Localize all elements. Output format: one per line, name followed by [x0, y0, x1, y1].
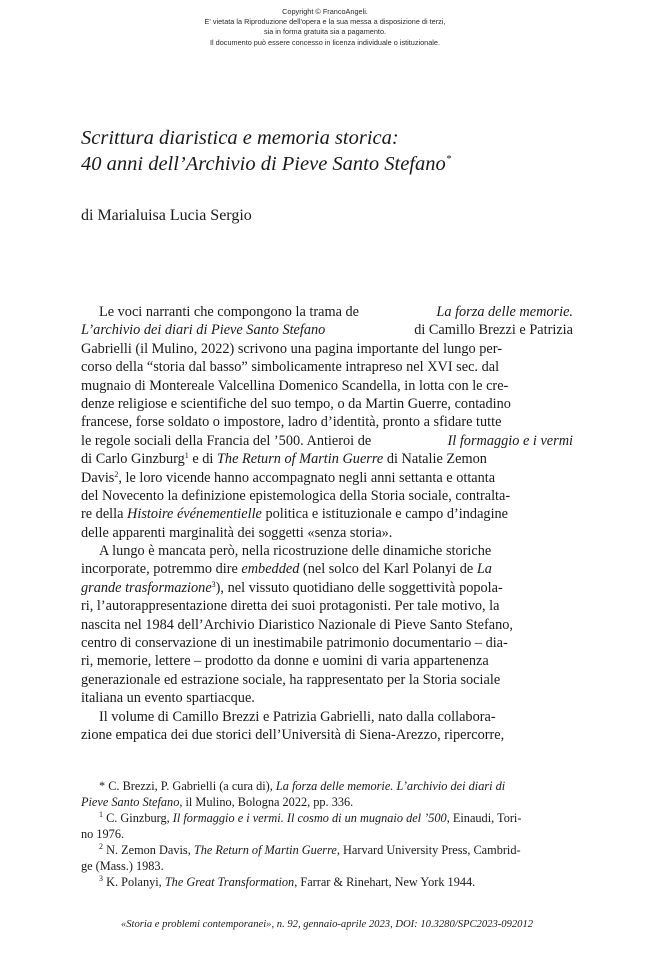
body-line: di Carlo Ginzburg$^1$ e di The Return of Martin Guerre di Natalie Zemon — [81, 451, 487, 468]
body-line: Le voci narranti che compongono la trama de La forza delle memorie. — [99, 304, 573, 320]
footnote-1: $^1$ C. Ginzburg, Il formaggio e i vermi. Il cosmo di un mugnaio del ’500, Einaudi, Tori- — [99, 810, 522, 825]
copyright-line: Copyright © FrancoAngeli. — [282, 7, 368, 16]
body-line: generazionale ed estrazione sociale, ha rappresentato per la Storia sociale — [81, 671, 501, 688]
body-line: corso della “storia dal basso” simbolicamente intrapreso nel XVI sec. dal — [81, 359, 500, 376]
body-line: le regole sociali della Francia del ’500. Antieroi de Il formaggio e i vermi — [81, 432, 573, 449]
body-line: ri, l’autorappresentazione diretta dei suoi protagonisti. Per tale motivo, la — [81, 598, 500, 615]
body-line: mugnaio di Montereale Valcellina Domenico Scandella, in lotta con le cre- — [81, 377, 509, 394]
copyright-line: Il documento può essere concesso in licenza individuale o istituzionale. — [210, 37, 440, 47]
journal-reference: «Storia e problemi contemporanei», n. 92, gennaio-aprile 2023, DOI: 10.3280/SPC2023-092012 — [120, 919, 534, 930]
body-line: italiana un evento spartiacque. — [81, 690, 255, 707]
body-line: centro di conservazione di un inestimabile patrimonio documentario – dia- — [81, 635, 508, 652]
footnote-1-cont: no 1976. — [81, 827, 125, 841]
title-line-2-text: 40 anni dell’Archivio di Pieve Santo Stefano — [81, 153, 446, 175]
body-line: L’archivio dei diari di Pieve Santo Stefano di Camillo Brezzi e Patrizia — [81, 322, 573, 339]
footnote-3: $^3$ K. Polanyi, The Great Transformation, Farrar & Rinehart, New York 1944. — [99, 874, 476, 889]
body-line: Il volume di Camillo Brezzi e Patrizia Gabrielli, nato dalla collabora- — [99, 708, 496, 725]
body-line: Gabrielli (il Mulino, 2022) scrivono una pagina importante del lungo per- — [81, 340, 502, 357]
title-line-1: Scrittura diaristica e memoria storica: — [81, 127, 399, 149]
footnote-ref-3[interactable]: 3 — [211, 579, 216, 589]
copyright-line: sia in forma gratuita sia a pagamento. — [263, 27, 387, 37]
body-line: del Novecento la definizione epistemologica della Storia sociale, contralta- — [81, 487, 511, 504]
body-line: incorporate, potremmo dire embedded (nel solco del Karl Polanyi de La — [81, 561, 492, 578]
body-line: zione empatica dei due storici dell’Università di Siena-Arezzo, ripercorre, — [81, 726, 505, 743]
copyright-notice — [0, 7, 650, 48]
body-line: ri, memorie, lettere – prodotto da donne e uomini di varia appartenenza — [81, 653, 489, 670]
article-body — [81, 303, 573, 744]
body-line: re della Histoire événementielle politica e istituzionale e campo d’indagine — [81, 506, 509, 523]
footnote-2: $^2$ N. Zemon Davis, The Return of Martin Guerre, Harvard University Press, Cambrid- — [99, 842, 521, 857]
footnote-2-cont: ge (Mass.) 1983. — [81, 859, 164, 873]
body-line: grande trasformazione$^3$), nel vissuto quotidiano delle soggettività popola- — [81, 579, 503, 596]
author-line: di Marialuisa Lucia Sergio — [81, 207, 252, 224]
body-line: francese, forse soldato o impostore, ladro d’identità, pronto a sfidare tutte — [81, 414, 502, 431]
copyright-line: E' vietata la Riproduzione dell'opera e la sua messa a disposizione di terzi, — [204, 17, 446, 27]
footnotes — [81, 778, 573, 890]
title-footnote-mark[interactable]: * — [445, 153, 452, 165]
title-line-2 — [81, 151, 581, 177]
footnote-star-cont: Pieve Santo Stefano, il Mulino, Bologna 2022, pp. 336. — [81, 795, 354, 809]
body-line: denze religiose e scientifiche del suo tempo, o da Martin Guerre, contadino — [81, 395, 511, 412]
footnote-ref-2[interactable]: 2 — [114, 469, 119, 479]
footnote-ref-1[interactable]: 1 — [184, 451, 189, 461]
body-line: nascita nel 1984 dell’Archivio Diaristico Nazionale di Pieve Santo Stefano, — [81, 616, 513, 633]
body-line: delle apparenti marginalità dei soggetti «senza storia». — [81, 524, 393, 541]
footnote-star: * C. Brezzi, P. Gabrielli (a cura di), La forza delle memorie. L’archivio dei diari di — [99, 779, 506, 793]
body-line: Davis$^2$, le loro vicende hanno accompagnato negli anni settanta e ottanta — [81, 469, 496, 486]
article-title — [81, 125, 581, 177]
body-line: A lungo è mancata però, nella ricostruzione delle dinamiche storiche — [99, 543, 492, 560]
